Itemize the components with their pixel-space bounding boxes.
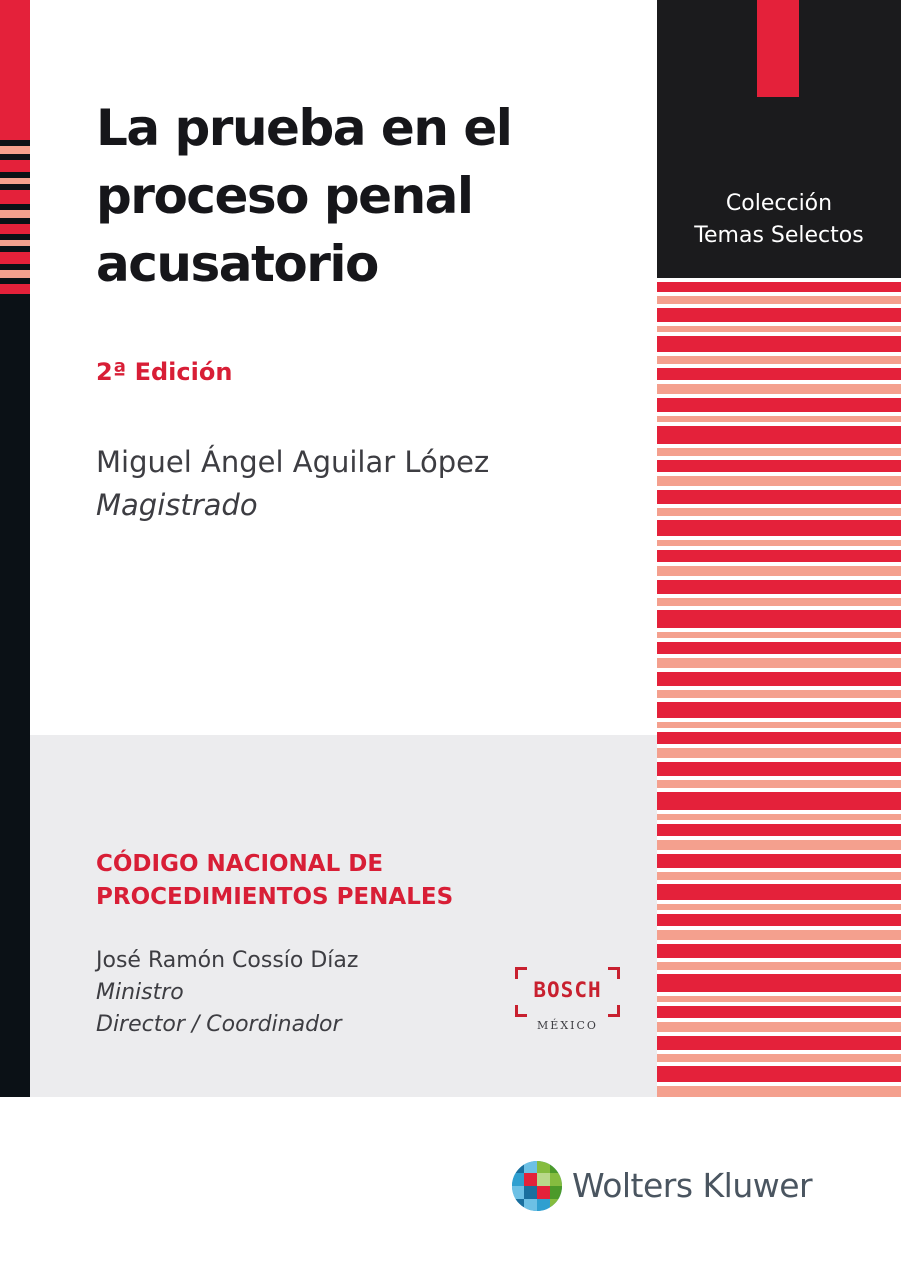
book-title-line-2: proceso penal: [96, 167, 473, 225]
collection-line-2: Temas Selectos: [694, 223, 864, 248]
bosch-wordmark: BOSCH: [533, 978, 602, 1002]
wolters-kluwer-globe-icon: [511, 1160, 563, 1212]
edition-label: 2ª Edición: [96, 358, 233, 386]
director-block: [96, 945, 358, 1041]
director-name: José Ramón Cossío Díaz: [96, 948, 359, 973]
collection-line-1: Colección: [725, 191, 833, 216]
top-red-accent: [757, 0, 799, 97]
series-title-line-1: CÓDIGO NACIONAL DE: [96, 851, 384, 877]
striped-pattern: [657, 278, 901, 1097]
series-panel: [30, 735, 657, 1097]
series-title: [96, 848, 453, 914]
book-title-line-3: acusatorio: [96, 235, 378, 293]
book-title: [96, 94, 511, 298]
director-title: Director / Coordinador: [96, 1012, 342, 1037]
series-title-line-2: PROCEDIMIENTOS PENALES: [96, 884, 454, 910]
bosch-subtitle: MÉXICO: [537, 1019, 598, 1032]
left-spine-strip: [0, 0, 30, 1097]
bosch-logo: [515, 967, 620, 1035]
wolters-kluwer-wordmark: Wolters Kluwer: [572, 1166, 813, 1205]
author-name: Miguel Ángel Aguilar López: [96, 445, 490, 479]
book-title-line-1: La prueba en el: [96, 99, 512, 157]
collection-label: [657, 188, 901, 252]
author-role: Magistrado: [96, 488, 258, 522]
director-role: Ministro: [96, 980, 184, 1005]
